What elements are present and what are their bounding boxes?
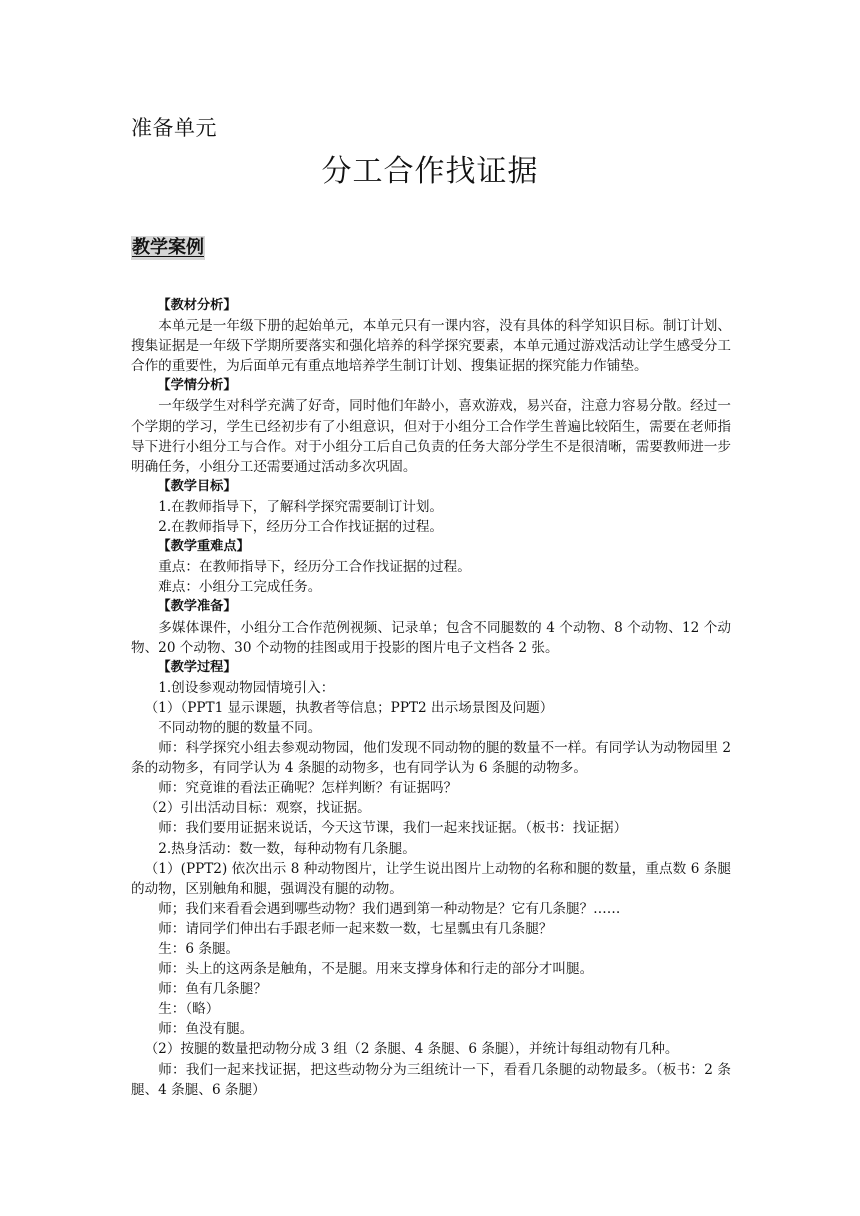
paragraph-student-analysis: 一年级学生对科学充满了好奇，同时他们年龄小，喜欢游戏，易兴奋，注意力容易分散。经过一个学期的学习，学生已经初步有了小组意识，但对于小组分工合作学生普遍比较陌生，需要在老师指导下进行小组分工与合作。对于小组分工后自己负责的任务大部分学生不是很清晰，需要教师进一步明确任务，小组分工还需要通过活动多次巩固。 bbox=[131, 398, 731, 475]
process-line: 师：鱼没有腿。 bbox=[158, 1021, 254, 1038]
process-line: （2）按腿的数量把动物分成 3 组（2 条腿、4 条腿、6 条腿），并统计每组动物有几种。 bbox=[144, 1041, 679, 1058]
key-point-text: 重点：在教师指导下，经历分工合作找证据的过程。 bbox=[158, 559, 471, 576]
process-line: 师：我们一起来找证据，把这些动物分为三组统计一下，看看几条腿的动物最多。（板书：2 条腿、4 条腿、6 条腿） bbox=[131, 1061, 731, 1098]
objective-item: 1.在教师指导下，了解科学探究需要制订计划。 bbox=[158, 498, 444, 515]
difficulty-text: 难点：小组分工完成任务。 bbox=[158, 579, 322, 596]
heading-key-points: 【教学重难点】 bbox=[157, 539, 250, 555]
process-line: 1.创设参观动物园情境引入： bbox=[158, 679, 335, 696]
heading-student-analysis: 【学情分析】 bbox=[157, 378, 237, 394]
process-line: 师：头上的这两条是触角，不是腿。用来支撑身体和行走的部分才叫腿。 bbox=[158, 961, 594, 978]
process-line: 师：请同学们伸出右手跟老师一起来数一数，七星瓢虫有几条腿？ bbox=[158, 920, 553, 937]
heading-objectives: 【教学目标】 bbox=[157, 478, 237, 494]
objective-item: 2.在教师指导下，经历分工合作找证据的过程。 bbox=[158, 519, 444, 536]
process-line: 生：6 条腿。 bbox=[158, 941, 240, 957]
page-title: 分工合作找证据 bbox=[321, 154, 539, 189]
document-body bbox=[131, 296, 731, 1100]
paragraph-preparation: 多媒体课件，小组分工合作范例视频、记录单；包含不同腿数的 4 个动物、8 个动物、12 个动物、20 个动物、30 个动物的挂图或用于投影的图片电子文档各 2 张。 bbox=[131, 619, 731, 656]
section-label-teaching-case: 教学案例 bbox=[132, 237, 204, 258]
process-line: （1）(PPT2) 依次出示 8 种动物图片，让学生说出图片上动物的名称和腿的数量，重点数 6 条腿的动物，区别触角和腿，强调没有腿的动物。 bbox=[131, 860, 731, 897]
paragraph-material-analysis: 本单元是一年级下册的起始单元，本单元只有一课内容，没有具体的科学知识目标。制订计划、搜集证据是一年级下学期所要落实和强化培养的科学探究要素，本单元通过游戏活动让学生感受分工合作的重要性，为后面单元有重点地培养学生制订计划、搜集证据的探究能力作铺垫。 bbox=[131, 318, 731, 375]
process-line: 生：（略） bbox=[158, 1001, 220, 1018]
process-line: （1）（PPT1 显示课题，执教者等信息；PPT2 出示场景图及问题） bbox=[144, 699, 554, 716]
process-line: 师：究竟谁的看法正确呢？怎样判断？有证据吗？ bbox=[158, 780, 458, 797]
heading-preparation: 【教学准备】 bbox=[157, 599, 237, 615]
heading-process: 【教学过程】 bbox=[157, 659, 237, 675]
process-line: 不同动物的腿的数量不同。 bbox=[158, 719, 322, 736]
heading-material-analysis: 【教材分析】 bbox=[157, 298, 237, 313]
process-line: 师：科学探究小组去参观动物园，他们发现不同动物的腿的数量不一样。有同学认为动物园里 2 条的动物多，有同学认为 4 条腿的动物多，也有同学认为 6 条腿的动物多。 bbox=[131, 740, 731, 777]
process-line: 师：我们要用证据来说话，今天这节课，我们一起来找证据。（板书：找证据） bbox=[158, 820, 628, 837]
process-line: 2.热身活动：数一数，每种动物有几条腿。 bbox=[158, 840, 416, 857]
process-line: 师；我们来看看会遇到哪些动物？我们遇到第一种动物是？它有几条腿？…… bbox=[158, 900, 621, 917]
unit-label: 准备单元 bbox=[131, 116, 217, 140]
process-line: （2）引出活动目标：观察，找证据。 bbox=[144, 800, 371, 817]
process-line: 师：鱼有几条腿？ bbox=[158, 981, 267, 998]
